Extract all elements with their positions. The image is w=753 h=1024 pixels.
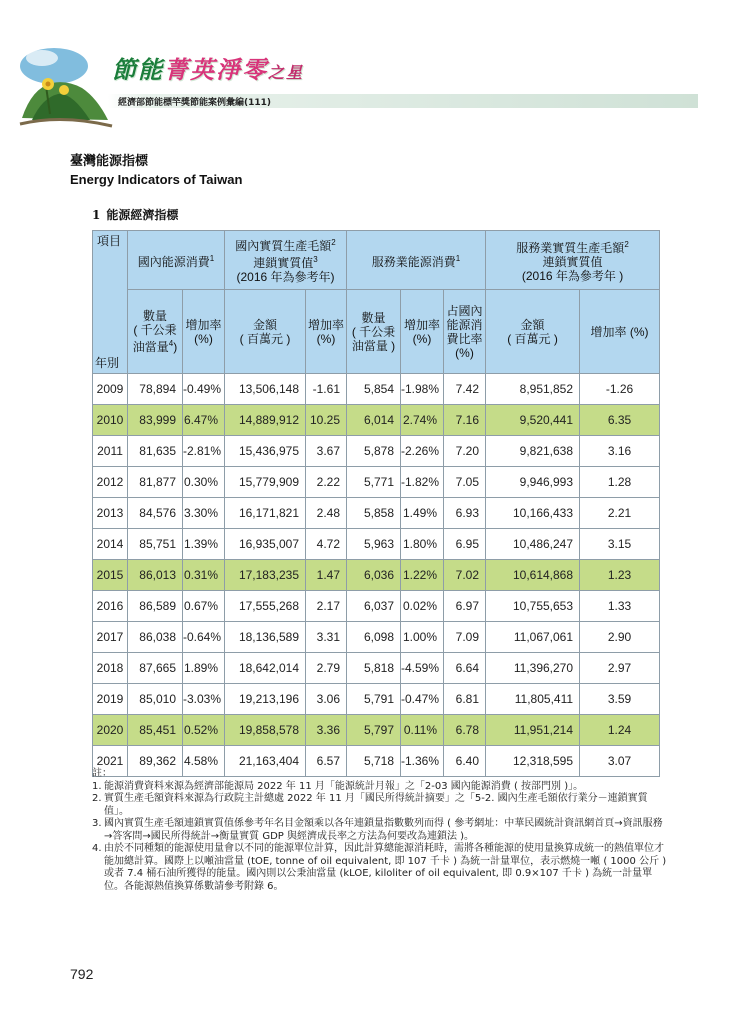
notes: [92, 768, 667, 893]
cell-qty: 81,877: [128, 467, 183, 498]
table-row: [93, 684, 660, 715]
note-item: [92, 781, 667, 794]
cell-sgrowth: 0.02%: [401, 591, 444, 622]
subheader-service-growth: 增加率 (%): [401, 290, 444, 374]
cell-gdp: 17,555,268: [225, 591, 306, 622]
cell-qty: 85,451: [128, 715, 183, 746]
subheader-amount: 金額 ( 百萬元 ): [225, 290, 306, 374]
subsection-title: [92, 206, 178, 223]
cell-sgdp: 11,067,061: [486, 622, 580, 653]
notes-list: [92, 781, 667, 894]
cell-year: 2018: [93, 653, 128, 684]
cell-sqty: 6,098: [347, 622, 401, 653]
note-number: 2.: [92, 793, 102, 804]
cell-sgdp: 11,396,270: [486, 653, 580, 684]
cell-sgrowth: 1.49%: [401, 498, 444, 529]
cell-sqty: 5,771: [347, 467, 401, 498]
cell-gdp: 19,858,578: [225, 715, 306, 746]
corner-year-label: 年別: [95, 356, 120, 370]
cell-qty: 83,999: [128, 405, 183, 436]
cell-gdp: 14,889,912: [225, 405, 306, 436]
cell-qty: 84,576: [128, 498, 183, 529]
cell-sqty: 5,878: [347, 436, 401, 467]
cell-sqty: 5,963: [347, 529, 401, 560]
cell-growth: 3.30%: [183, 498, 225, 529]
cell-sgrowth: -4.59%: [401, 653, 444, 684]
note-item: [92, 818, 667, 843]
table-row: [93, 405, 660, 436]
cell-share: 7.20: [444, 436, 486, 467]
cell-gdp-growth: 3.67: [306, 436, 347, 467]
cell-sgrowth: 1.22%: [401, 560, 444, 591]
cell-sgrowth: 1.00%: [401, 622, 444, 653]
cell-share: 6.93: [444, 498, 486, 529]
cell-sgdp: 9,946,993: [486, 467, 580, 498]
cell-growth: -0.64%: [183, 622, 225, 653]
subsection-label: 能源經濟指標: [106, 208, 179, 222]
cell-share: 7.09: [444, 622, 486, 653]
cell-gdp: 16,935,007: [225, 529, 306, 560]
cell-sgrowth: 1.80%: [401, 529, 444, 560]
section-title-zh: 臺灣能源指標: [70, 154, 149, 169]
cell-sqty: 5,818: [347, 653, 401, 684]
note-text: 國內實質生產毛額連鎖實質值係參考年名目金額乘以各年連鎖量指數數列而得 ( 參考網址：中華民國統計資訊網首頁→資訊服務→答客問→國民所得統計→衡量實質 GDP 與經濟成長率之方法為何要改為連鎖法 )。: [104, 818, 663, 842]
subheader-share: 占國內 能源消 費比率 (%): [444, 290, 486, 374]
cell-share: 7.16: [444, 405, 486, 436]
cell-qty: 89,362: [128, 746, 183, 777]
cell-gdp-growth: 3.36: [306, 715, 347, 746]
cell-qty: 85,010: [128, 684, 183, 715]
cell-sgdp: 8,951,852: [486, 374, 580, 405]
cell-year: 2010: [93, 405, 128, 436]
cell-sgdp: 9,520,441: [486, 405, 580, 436]
cell-share: 7.05: [444, 467, 486, 498]
subheader-service-qty: 數量 ( 千公秉 油當量 ): [347, 290, 401, 374]
cell-share: 6.64: [444, 653, 486, 684]
cell-qty: 78,894: [128, 374, 183, 405]
cell-gdp-growth: 2.17: [306, 591, 347, 622]
cell-sgdp: 11,951,214: [486, 715, 580, 746]
cell-qty: 87,665: [128, 653, 183, 684]
cell-sqty: 5,718: [347, 746, 401, 777]
cell-sgdp: 10,166,433: [486, 498, 580, 529]
cell-sgdp: 10,486,247: [486, 529, 580, 560]
cell-sgdp: 9,821,638: [486, 436, 580, 467]
cell-growth: 1.89%: [183, 653, 225, 684]
header-gdp: 國內實質生產毛額$^2$ 連鎖實質值$^3$ (2016 年為參考年): [225, 231, 347, 290]
cell-sqty: 5,858: [347, 498, 401, 529]
cell-year: 2015: [93, 560, 128, 591]
note-number: 1.: [92, 780, 102, 792]
brand-title: 節能菁英淨零之星: [112, 55, 305, 84]
cell-year: 2014: [93, 529, 128, 560]
cell-qty: 86,013: [128, 560, 183, 591]
cell-share: 6.81: [444, 684, 486, 715]
cell-share: 6.97: [444, 591, 486, 622]
cell-gdp-growth: 6.57: [306, 746, 347, 777]
cell-sqty: 5,854: [347, 374, 401, 405]
corner-cell: [93, 231, 128, 374]
table-row: [93, 467, 660, 498]
cell-year: 2009: [93, 374, 128, 405]
note-item: [92, 843, 667, 893]
subheader-gdp-growth: 增加率 (%): [306, 290, 347, 374]
cell-sgdp-growth: 1.24: [580, 715, 660, 746]
cell-sqty: 5,797: [347, 715, 401, 746]
cell-gdp: 15,779,909: [225, 467, 306, 498]
cell-sgdp: 11,805,411: [486, 684, 580, 715]
cell-gdp: 18,136,589: [225, 622, 306, 653]
cell-year: 2019: [93, 684, 128, 715]
cell-sgrowth: 0.11%: [401, 715, 444, 746]
cell-gdp-growth: 10.25: [306, 405, 347, 436]
subheader-service-gdp-growth: 增加率 (%): [580, 290, 660, 374]
note-item: [92, 793, 667, 818]
table-row: [93, 498, 660, 529]
note-text: 實質生產毛額資料來源為行政院主計總處 2022 年 11 月「國民所得統計摘要」之「5-2. 國內生產毛額依行業分－連鎖實質值」。: [104, 793, 648, 817]
cell-sqty: 6,036: [347, 560, 401, 591]
cell-sgrowth: -1.36%: [401, 746, 444, 777]
logo-emblem-icon: [12, 28, 122, 128]
cell-growth: 0.31%: [183, 560, 225, 591]
cell-share: 6.95: [444, 529, 486, 560]
cell-growth: -2.81%: [183, 436, 225, 467]
cell-gdp-growth: 3.06: [306, 684, 347, 715]
cell-year: 2020: [93, 715, 128, 746]
cell-share: 6.78: [444, 715, 486, 746]
cell-gdp: 19,213,196: [225, 684, 306, 715]
table-body: [93, 374, 660, 777]
table-row: [93, 529, 660, 560]
cell-gdp-growth: 2.79: [306, 653, 347, 684]
table-row: [93, 374, 660, 405]
cell-sgdp-growth: 2.21: [580, 498, 660, 529]
cell-growth: 0.52%: [183, 715, 225, 746]
cell-sgdp-growth: 3.15: [580, 529, 660, 560]
subheader-service-amount: 金額 ( 百萬元 ): [486, 290, 580, 374]
cell-gdp-growth: 2.48: [306, 498, 347, 529]
energy-indicators-table: [92, 230, 660, 777]
header-domestic-energy: 國內能源消費$^1$: [128, 231, 225, 290]
cell-growth: -0.49%: [183, 374, 225, 405]
cell-qty: 81,635: [128, 436, 183, 467]
cell-sgdp: 10,614,868: [486, 560, 580, 591]
cell-sqty: 6,014: [347, 405, 401, 436]
cell-gdp-growth: 4.72: [306, 529, 347, 560]
table-row: [93, 436, 660, 467]
cell-sgrowth: -1.98%: [401, 374, 444, 405]
cell-sgrowth: -0.47%: [401, 684, 444, 715]
cell-share: 7.42: [444, 374, 486, 405]
cell-qty: 86,589: [128, 591, 183, 622]
cell-qty: 86,038: [128, 622, 183, 653]
page-number: 792: [70, 966, 94, 982]
cell-sgdp-growth: 2.90: [580, 622, 660, 653]
cell-gdp-growth: 1.47: [306, 560, 347, 591]
cell-year: 2016: [93, 591, 128, 622]
cell-sgdp-growth: 3.07: [580, 746, 660, 777]
cell-year: 2013: [93, 498, 128, 529]
brand-subtitle: 經濟部節能標竿獎節能案例彙編(111): [118, 98, 272, 108]
cell-sgdp-growth: 1.23: [580, 560, 660, 591]
cell-sqty: 5,791: [347, 684, 401, 715]
cell-growth: -3.03%: [183, 684, 225, 715]
cell-gdp: 15,436,975: [225, 436, 306, 467]
note-text: 由於不同種類的能源使用量會以不同的能源單位計算，因此計算總能源消耗時，需將各種能源的使用量換算成統一的熱值單位才能加總計算。國際上以噸油當量 (tOE, tonne of oil equivalent, 即 107 千卡 ) 為統一計量單位，表示燃燒一噸 ( 1000 公斤 ) 或者 7.4 桶石油所獲得的能量。國內則以公秉油當量 (kLOE, kiloliter of oil equivalent, 即 0.9×107 千卡 ) 為統一計量單位。各能源熱值換算係數請參考附錄 6。: [104, 843, 667, 892]
note-text: 能源消費資料來源為經濟部能源局 2022 年 11 月「能源統計月報」之「2-03 國內能源消費 ( 按部門別 )」。: [104, 780, 584, 792]
cell-growth: 1.39%: [183, 529, 225, 560]
cell-sgrowth: -2.26%: [401, 436, 444, 467]
table-row: [93, 622, 660, 653]
cell-sgdp-growth: 1.28: [580, 467, 660, 498]
subsection-number: 1: [92, 208, 101, 222]
note-number: 3.: [92, 818, 102, 829]
cell-gdp-growth: -1.61: [306, 374, 347, 405]
cell-share: 7.02: [444, 560, 486, 591]
header-service-energy: 服務業能源消費$^1$: [347, 231, 486, 290]
table-row: [93, 560, 660, 591]
table-row: [93, 653, 660, 684]
cell-share: 6.40: [444, 746, 486, 777]
page-header: [0, 0, 753, 140]
cell-sgdp-growth: 3.59: [580, 684, 660, 715]
note-number: 4.: [92, 843, 102, 854]
cell-year: 2017: [93, 622, 128, 653]
cell-sgdp: 10,755,653: [486, 591, 580, 622]
cell-sqty: 6,037: [347, 591, 401, 622]
cell-sgdp-growth: 6.35: [580, 405, 660, 436]
cell-sgdp-growth: 3.16: [580, 436, 660, 467]
corner-item-label: 項目: [97, 234, 122, 248]
cell-gdp: 18,642,014: [225, 653, 306, 684]
cell-sgrowth: 2.74%: [401, 405, 444, 436]
cell-gdp: 21,163,404: [225, 746, 306, 777]
cell-sgdp-growth: 1.33: [580, 591, 660, 622]
cell-gdp-growth: 2.22: [306, 467, 347, 498]
cell-year: 2012: [93, 467, 128, 498]
table-row: [93, 715, 660, 746]
subheader-qty: 數量 ( 千公秉 油當量$^4$): [128, 290, 183, 374]
header-service-gdp: 服務業實質生產毛額$^2$ 連鎖實質值 (2016 年為參考年 ): [486, 231, 660, 290]
cell-sgdp: 12,318,595: [486, 746, 580, 777]
cell-gdp: 17,183,235: [225, 560, 306, 591]
cell-year: 2021: [93, 746, 128, 777]
table-row: [93, 591, 660, 622]
cell-growth: 4.58%: [183, 746, 225, 777]
cell-gdp-growth: 3.31: [306, 622, 347, 653]
cell-gdp: 16,171,821: [225, 498, 306, 529]
cell-qty: 85,751: [128, 529, 183, 560]
cell-gdp: 13,506,148: [225, 374, 306, 405]
cell-growth: 0.30%: [183, 467, 225, 498]
subheader-growth: 增加率 (%): [183, 290, 225, 374]
cell-sgrowth: -1.82%: [401, 467, 444, 498]
cell-growth: 0.67%: [183, 591, 225, 622]
cell-sgdp-growth: -1.26: [580, 374, 660, 405]
notes-label: 註：: [92, 768, 112, 779]
section-title-en: Energy Indicators of Taiwan: [70, 172, 243, 187]
cell-growth: 6.47%: [183, 405, 225, 436]
cell-year: 2011: [93, 436, 128, 467]
cell-sgdp-growth: 2.97: [580, 653, 660, 684]
